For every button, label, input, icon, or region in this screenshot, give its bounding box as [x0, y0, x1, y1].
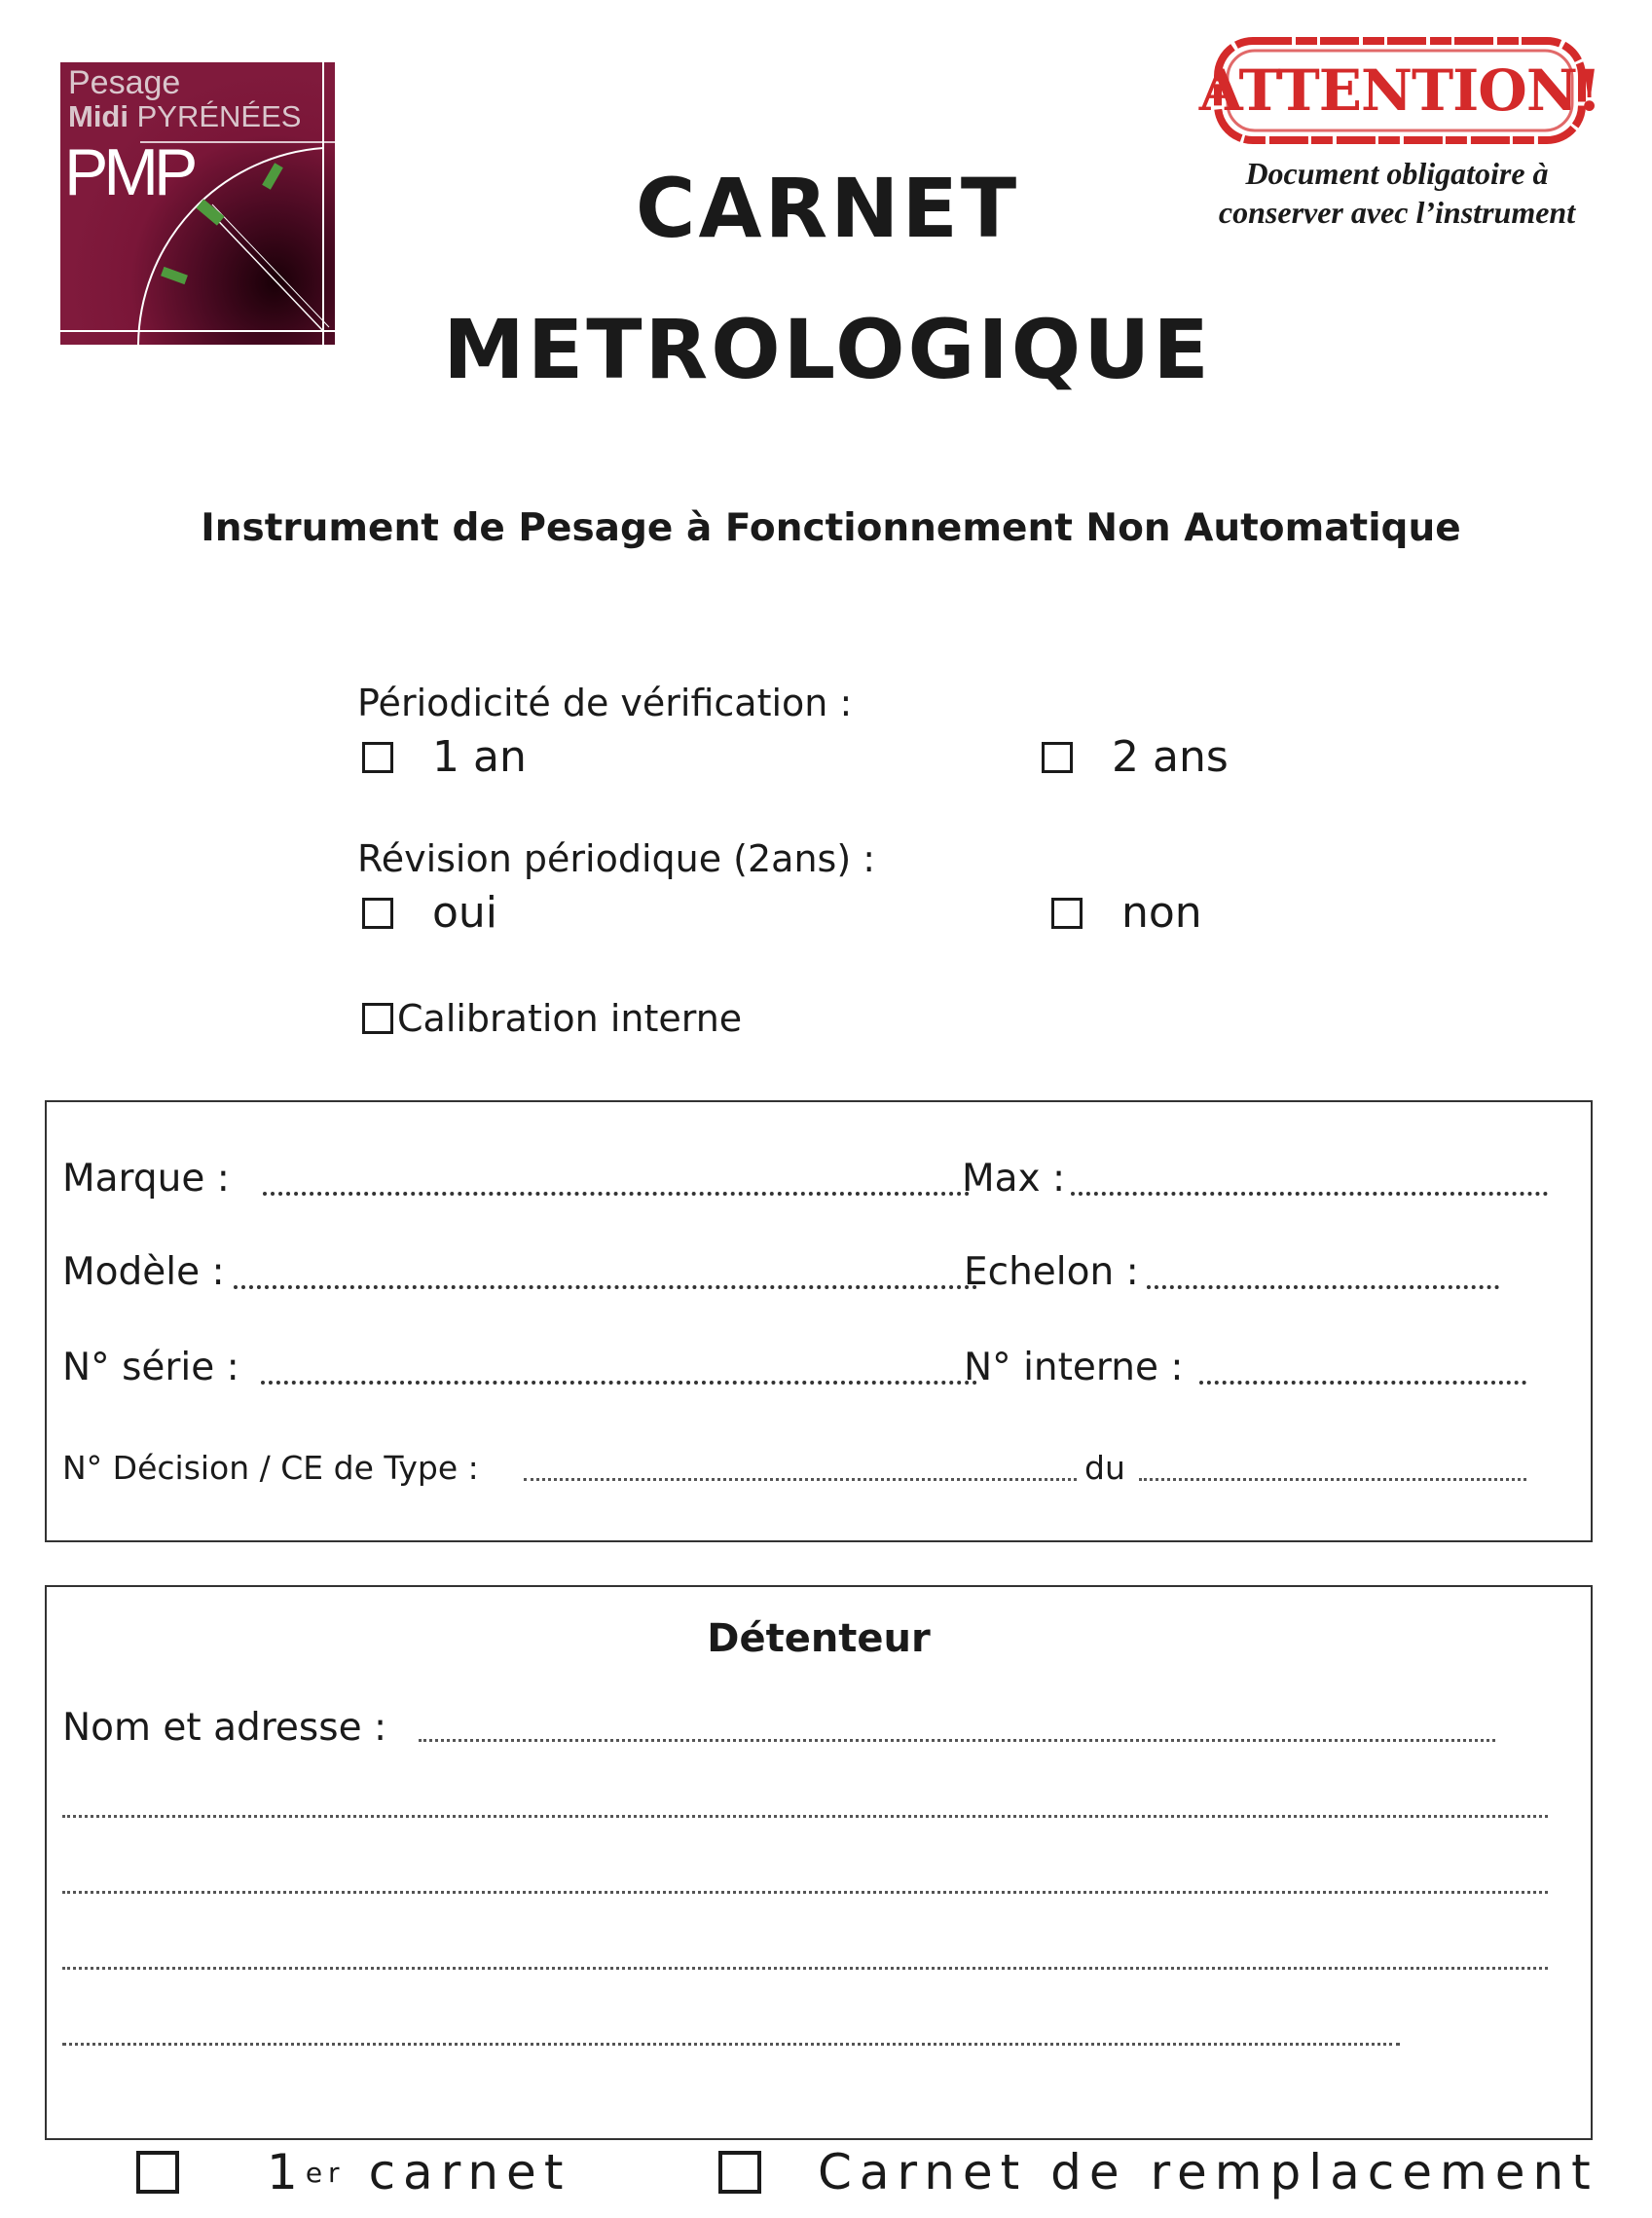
option-oui[interactable]: [362, 888, 497, 938]
option-non-label: non: [1121, 888, 1202, 938]
first-booklet-label: carnet: [368, 2144, 571, 2200]
page-title-line1: CARNET: [635, 161, 1020, 256]
marque-label: Marque :: [62, 1157, 230, 1201]
option-1-an-label: 1 an: [432, 732, 527, 782]
calibration-label: Calibration interne: [397, 997, 743, 1040]
revision-label: Révision périodique (2ans) :: [357, 837, 876, 880]
interne-field[interactable]: [1199, 1381, 1526, 1385]
address-line-3[interactable]: [62, 1891, 1548, 1894]
mandatory-notice: [1173, 154, 1621, 232]
stamp-text: ATTENTION!: [1198, 57, 1601, 124]
serie-field[interactable]: [261, 1381, 977, 1385]
page-title-line2: METROLOGIQUE: [443, 302, 1212, 397]
marque-field[interactable]: [263, 1192, 970, 1196]
echelon-field[interactable]: [1147, 1285, 1499, 1289]
interne-label: N° interne :: [964, 1346, 1184, 1389]
serie-label: N° série :: [62, 1346, 239, 1389]
checkbox-calibration[interactable]: [362, 1003, 393, 1034]
decision-date-label: du: [1084, 1449, 1125, 1487]
address-label: Nom et adresse :: [62, 1706, 387, 1750]
option-oui-label: oui: [432, 888, 498, 938]
address-line-5[interactable]: [62, 2043, 1400, 2046]
attention-stamp: [1198, 33, 1601, 148]
notice-line1: Document obligatoire à: [1245, 156, 1549, 191]
max-field[interactable]: [1071, 1192, 1548, 1196]
verification-label: Périodicité de vérification :: [357, 682, 853, 724]
checkbox-2-ans[interactable]: [1042, 742, 1073, 773]
option-first-booklet[interactable]: [136, 2144, 570, 2200]
checkbox-1-an[interactable]: [362, 742, 393, 773]
address-line-1[interactable]: [419, 1739, 1495, 1742]
instrument-info-frame: [45, 1100, 1593, 1542]
first-booklet-sup: er: [305, 2156, 346, 2189]
option-non[interactable]: [1051, 888, 1202, 938]
notice-line2: conserver avec l’instrument: [1218, 195, 1576, 230]
logo-line3: PMP: [64, 135, 194, 209]
logo-line1: Pesage: [68, 64, 181, 101]
logo-line2-rest: PYRÉNÉES: [128, 99, 302, 133]
instrument-type-subtitle: Instrument de Pesage à Fonctionnement Non Automatique: [201, 506, 1461, 550]
decision-date-field[interactable]: [1139, 1478, 1526, 1481]
logo-line2: [68, 99, 301, 134]
modele-field[interactable]: [234, 1285, 977, 1289]
option-calibration[interactable]: [362, 997, 742, 1040]
checkbox-replacement-booklet[interactable]: [718, 2151, 761, 2194]
owner-frame: [45, 1585, 1593, 2140]
checkbox-oui[interactable]: [362, 898, 393, 929]
checkbox-first-booklet[interactable]: [136, 2151, 179, 2194]
logo-line2-bold: Midi: [68, 99, 128, 133]
decision-field[interactable]: [524, 1478, 1077, 1481]
echelon-label: Echelon :: [964, 1250, 1139, 1294]
address-line-2[interactable]: [62, 1815, 1548, 1818]
pmp-logo: [60, 62, 352, 360]
max-label: Max :: [962, 1157, 1066, 1201]
address-line-4[interactable]: [62, 1967, 1548, 1970]
option-replacement-booklet[interactable]: [718, 2144, 1598, 2200]
option-1-an[interactable]: [362, 732, 527, 782]
owner-title: Détenteur: [707, 1616, 931, 1661]
decision-label: N° Décision / CE de Type :: [62, 1449, 479, 1487]
first-booklet-number: 1: [267, 2144, 306, 2200]
replacement-booklet-label: Carnet de remplacement: [818, 2144, 1598, 2200]
option-2-ans[interactable]: [1042, 732, 1229, 782]
checkbox-non[interactable]: [1051, 898, 1083, 929]
option-2-ans-label: 2 ans: [1112, 732, 1229, 782]
modele-label: Modèle :: [62, 1250, 225, 1294]
